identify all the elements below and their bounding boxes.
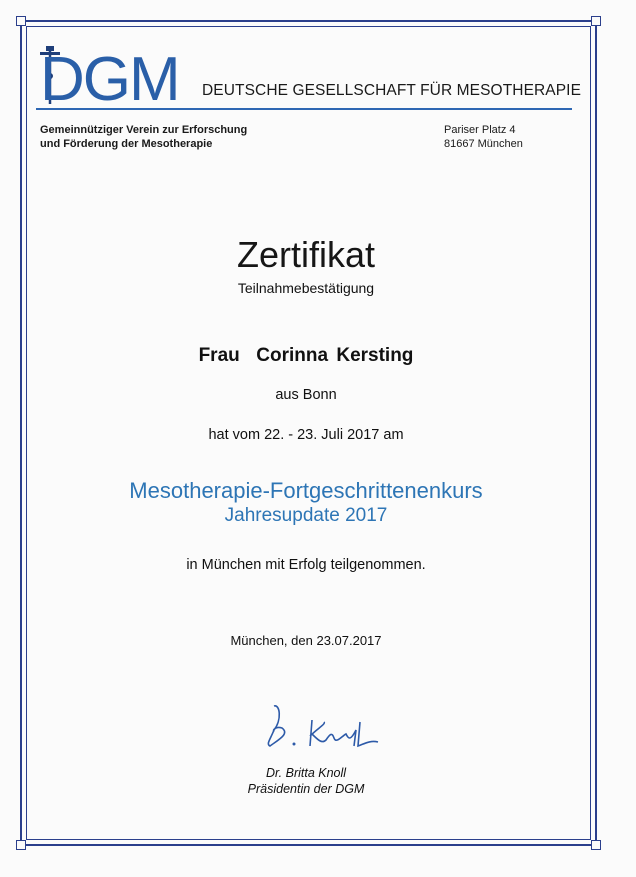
signature — [260, 700, 390, 762]
organization-tagline — [40, 123, 247, 151]
issue-place-date: München, den 23.07.2017 — [230, 633, 382, 648]
address-line-2: 81667 München — [444, 138, 523, 150]
completion-statement: in München mit Erfolg teilgenommen. — [186, 557, 426, 573]
course-subtitle: Jahresupdate 2017 — [224, 505, 388, 526]
signatory-role: Präsidentin der DGM — [247, 782, 365, 796]
corner-ornament-top-left — [16, 16, 26, 26]
certificate-title: Zertifikat — [236, 234, 376, 275]
tagline-line-1: Gemeinnütziger Verein zur Erforschung — [40, 124, 248, 136]
recipient-name: Frau Corinna Kersting — [198, 345, 414, 366]
certificate-subtitle: Teilnahmebestätigung — [237, 280, 375, 296]
header-rule — [36, 108, 572, 110]
dgm-logo — [36, 44, 196, 106]
signatory-block — [0, 765, 612, 797]
organization-address — [444, 123, 523, 151]
course-dates: hat vom 22. - 23. Juli 2017 am — [208, 427, 404, 443]
organization-name: DEUTSCHE GESELLSCHAFT FÜR MESOTHERAPIE — [202, 82, 582, 99]
recipient-origin: aus Bonn — [275, 387, 337, 403]
logo-text: DGM — [40, 45, 179, 106]
corner-ornament-bottom-left — [16, 840, 26, 850]
tagline-line-2: und Förderung der Mesotherapie — [40, 138, 213, 150]
signatory-name: Dr. Britta Knoll — [265, 766, 347, 780]
corner-ornament-bottom-right — [591, 840, 601, 850]
corner-ornament-top-right — [591, 16, 601, 26]
address-line-1: Pariser Platz 4 — [444, 124, 516, 136]
course-title: Mesotherapie-Fortgeschrittenenkurs — [129, 478, 483, 503]
